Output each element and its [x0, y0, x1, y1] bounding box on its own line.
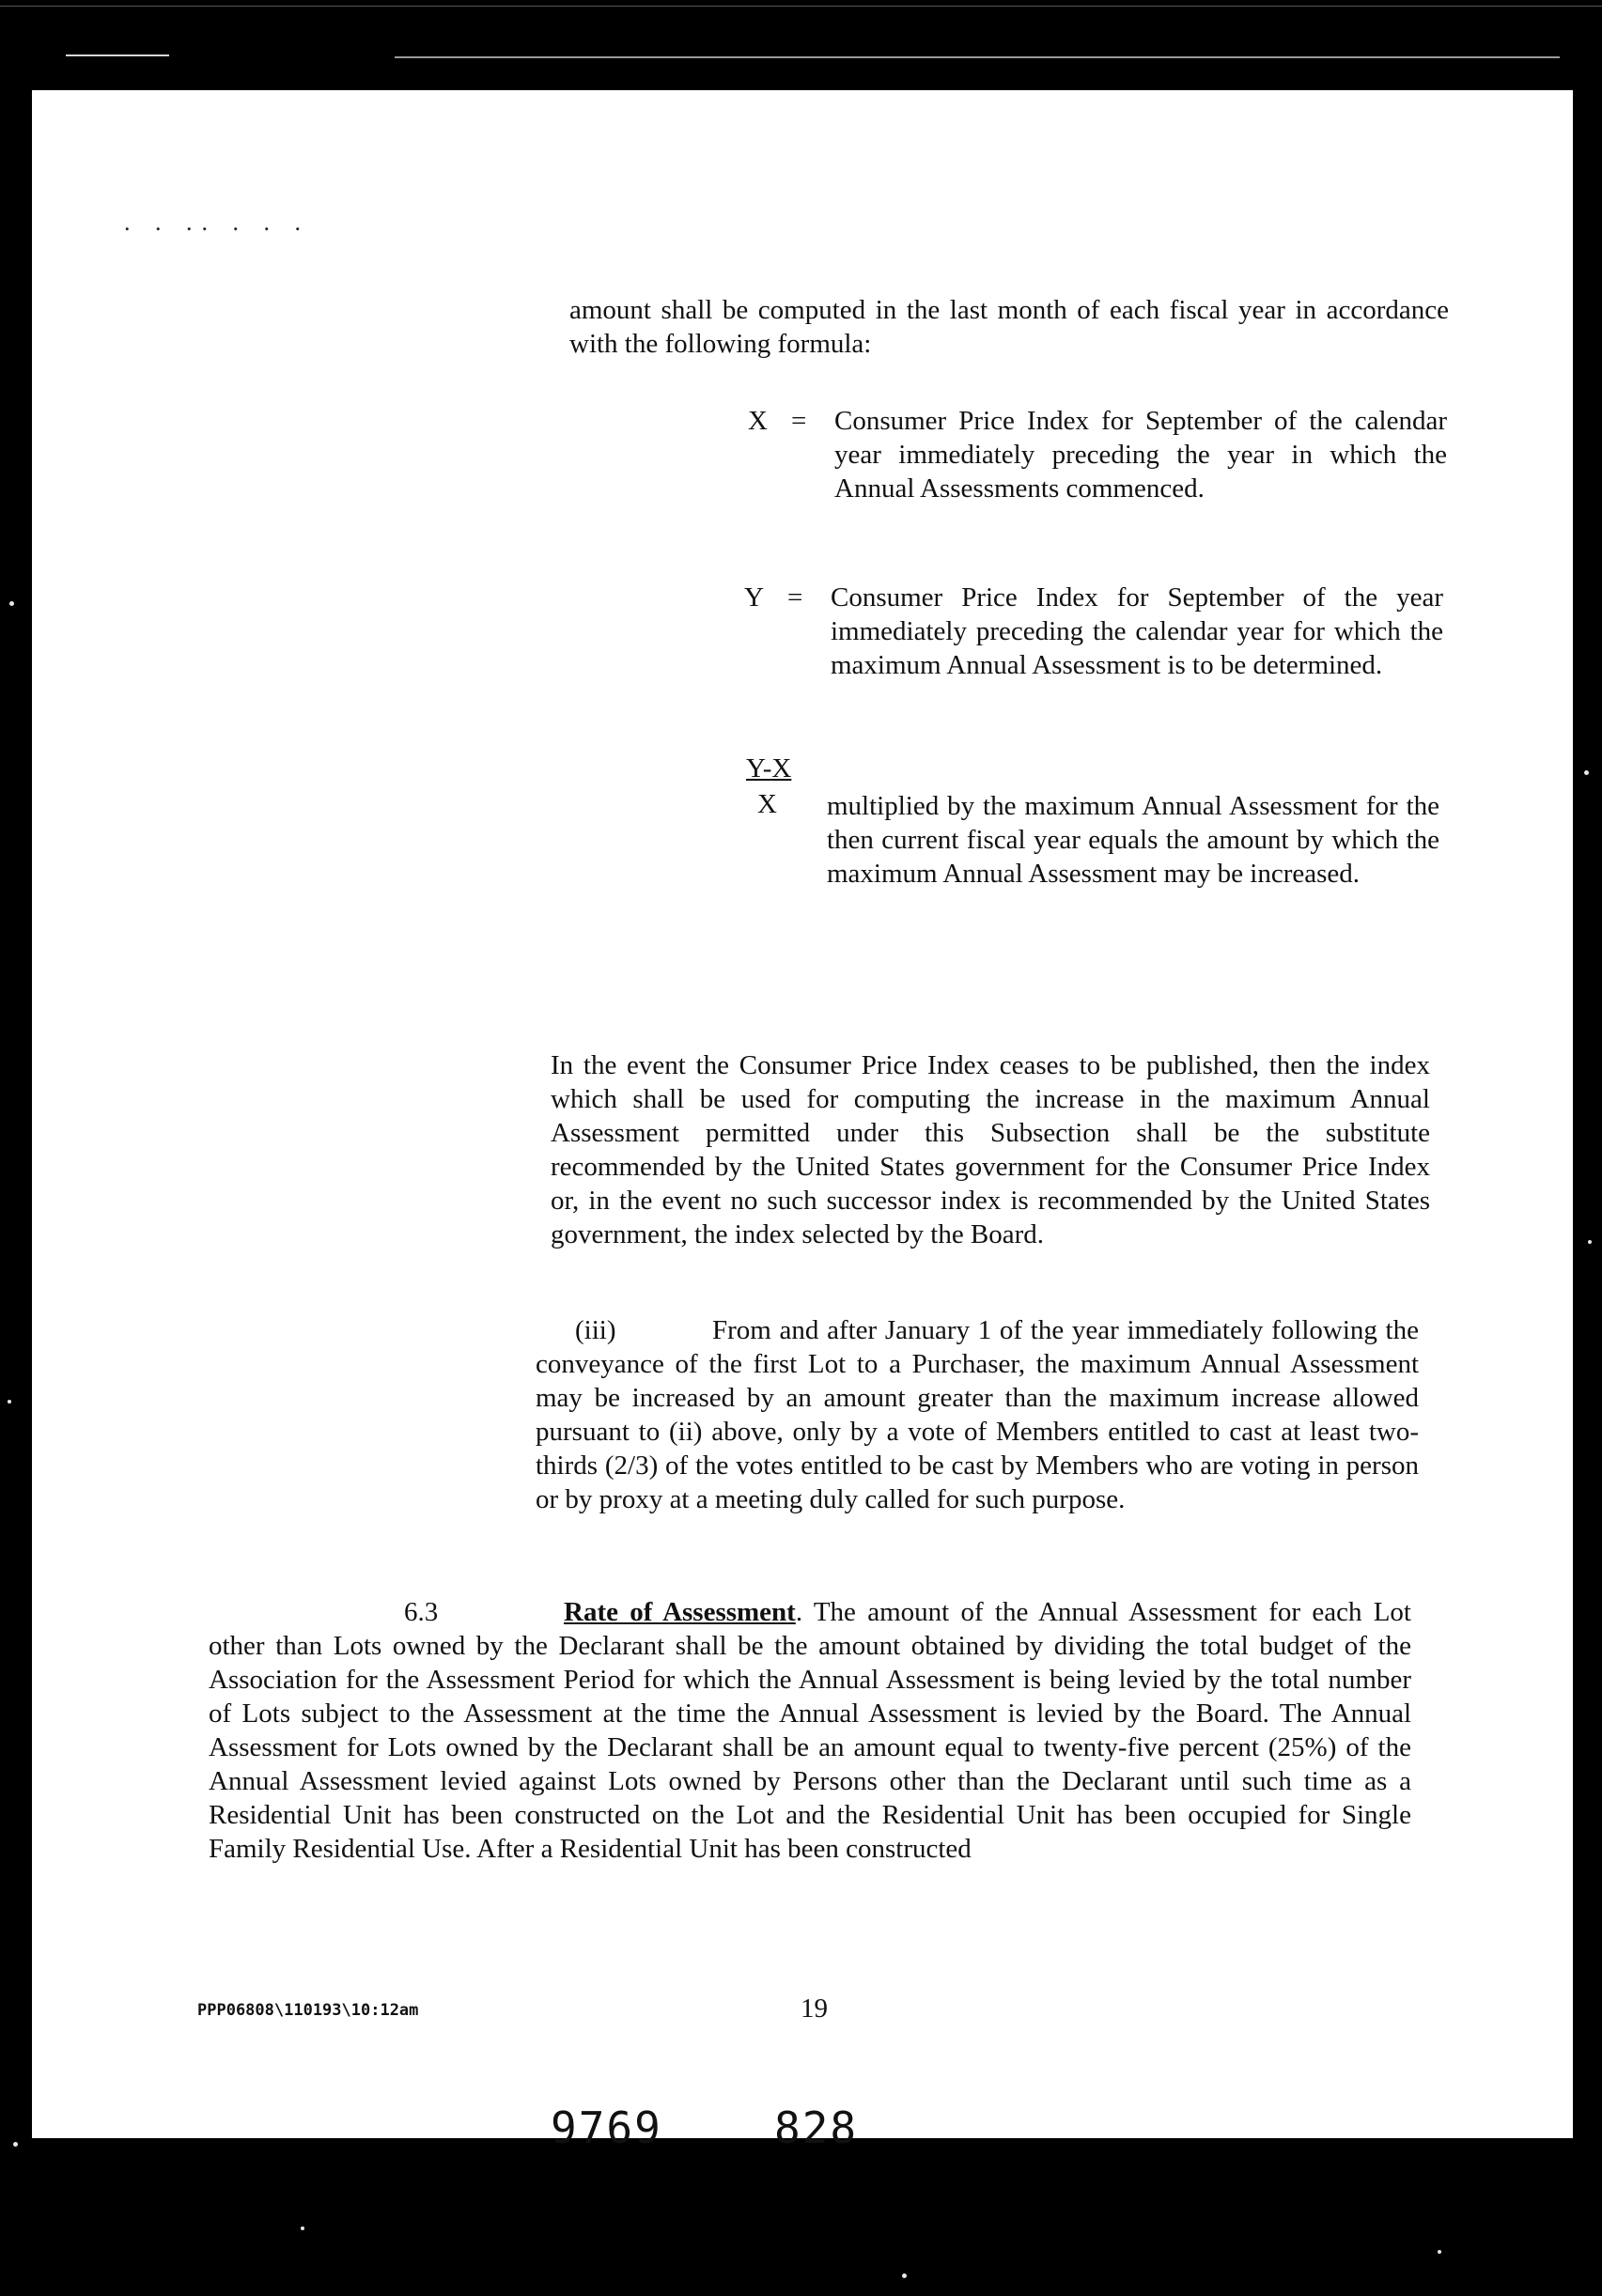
scan-speck: [8, 1400, 11, 1404]
y-definition: Consumer Price Index for September of the year immediately preceding the calendar year for which the maximum Annual Assessment is to be determined.: [831, 582, 1443, 680]
scan-speck: [902, 2273, 907, 2278]
scan-speck: [9, 601, 14, 606]
x-variable: X: [748, 406, 768, 436]
fraction-denominator: X: [757, 789, 777, 819]
scan-edge-line: [66, 54, 169, 56]
scan-speck: [1584, 770, 1589, 775]
subsection-iii-number: (iii): [575, 1315, 616, 1345]
x-equals-sign: =: [791, 406, 807, 436]
file-code: PPP06808\110193\10:12am: [197, 2001, 419, 2020]
subsection-iii: [536, 1313, 1419, 1516]
scan-speck: [1588, 1240, 1592, 1244]
section-6-3: [209, 1595, 1411, 1866]
fraction-numerator: Y-X: [746, 753, 792, 783]
y-equals-sign: =: [787, 582, 803, 613]
section-6-3-text: . The amount of the Annual Assessment for each Lot other than Lots owned by the Declarant shall be the amount obtained by dividing the total budget of the Association for the Assessment Period for which the Annual Assessment is being levied by the total number of Lots subject to the Assessment at the time the Annual Assessment is levied by the Board. The Annual Assessment for Lots owned by the Declarant shall be an amount equal to twenty-five percent (25%) of the Annual Assessment levied against Lots owned by Persons other than the Declarant until such time as a Residential Unit has been constructed on the Lot and the Residential Unit has been occupied for Single Family Residential Use. After a Residential Unit has been constructed: [209, 1597, 1411, 1864]
section-6-3-title: Rate of Assessment: [564, 1597, 796, 1627]
recording-stamp-page: 828: [774, 2102, 859, 2153]
subsection-iii-text: From and after January 1 of the year immediately following the conveyance of the first Lot to a Purchaser, the maximum Annual Assessment may be increased by an amount greater than the maximum increase allowed pursuant to (ii) above, only by a vote of Members entitled to cast at least two-thirds (2/3) of the votes entitled to be cast by Members who are voting in person or by proxy at a meeting duly called for such purpose.: [536, 1315, 1419, 1514]
fraction-explanation: multiplied by the maximum Annual Assessment for the then current fiscal year equals the amount by which the maximum Annual Assessment may be increased.: [827, 791, 1439, 889]
y-variable: Y: [744, 582, 764, 613]
page-number: 19: [801, 1993, 828, 2024]
recording-stamp-book: 9769: [551, 2102, 662, 2153]
document-page: [32, 90, 1573, 2153]
x-definition: Consumer Price Index for September of the calendar year immediately preceding the year in which the Annual Assessments commenced.: [834, 406, 1447, 504]
cpi-substitute-paragraph: In the event the Consumer Price Index ceases to be published, then the index which shall be used for computing the increase in the maximum Annual Assessment permitted under this Subsection shall be the substitute recommended by the United States government for the Consumer Price Index or, in the event no such successor index is recommended by the United States government, the index selected by the Board.: [551, 1050, 1430, 1249]
section-6-3-number: 6.3: [404, 1597, 439, 1627]
scan-edge-line: [395, 56, 1560, 58]
scan-speck: [1438, 2250, 1441, 2254]
corner-marks: . . .. . . .: [124, 209, 310, 236]
scan-speck: [13, 2142, 18, 2147]
intro-text: amount shall be computed in the last month of each fiscal year in accordance with the following formula:: [569, 295, 1449, 359]
scan-speck: [301, 2226, 304, 2230]
scan-edge-line: [0, 6, 1602, 7]
